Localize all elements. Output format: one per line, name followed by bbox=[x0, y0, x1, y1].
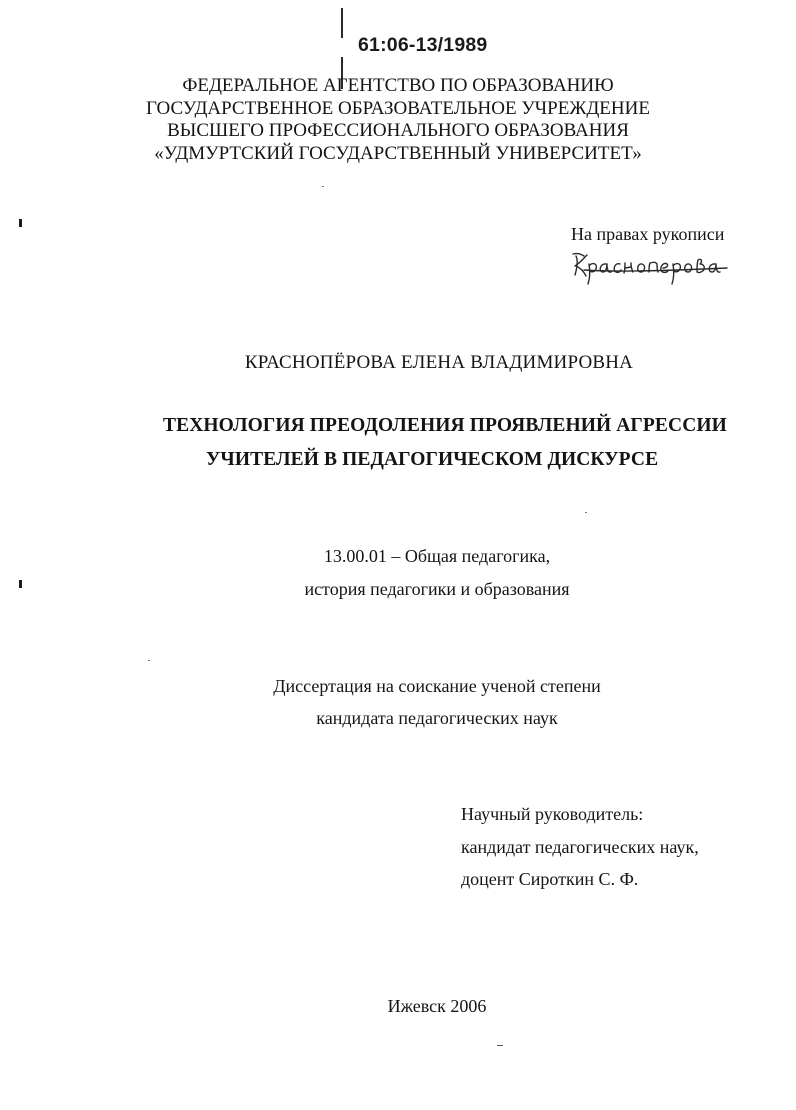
dissertation-title-line: ТЕХНОЛОГИЯ ПРЕОДОЛЕНИЯ ПРОЯВЛЕНИЙ АГРЕССИИ bbox=[163, 415, 727, 436]
stamp-rule-top bbox=[341, 8, 343, 38]
scan-speck bbox=[585, 512, 587, 513]
institution-line: ФЕДЕРАЛЬНОЕ АГЕНТСТВО ПО ОБРАЗОВАНИЮ bbox=[182, 75, 614, 96]
supervisor-name: доцент Сироткин С. Ф. bbox=[461, 869, 639, 889]
city-year: Ижевск 2006 bbox=[387, 996, 487, 1016]
speciality-name: история педагогики и образования bbox=[304, 579, 570, 599]
supervisor-heading: Научный руководитель: bbox=[461, 804, 644, 824]
dissertation-title-line: УЧИТЕЛЕЙ В ПЕДАГОГИЧЕСКОМ ДИСКУРСЕ bbox=[206, 449, 659, 470]
institution-line: ВЫСШЕГО ПРОФЕССИОНАЛЬНОГО ОБРАЗОВАНИЯ bbox=[167, 120, 629, 142]
scan-speck bbox=[497, 1045, 503, 1046]
scan-mark bbox=[19, 219, 22, 227]
scan-speck bbox=[148, 660, 150, 661]
handwritten-signature bbox=[572, 248, 732, 286]
scan-speck bbox=[322, 186, 324, 187]
degree-line: кандидата педагогических наук bbox=[316, 708, 558, 728]
institution-header bbox=[0, 75, 796, 165]
institution-line: «УДМУРТСКИЙ ГОСУДАРСТВЕННЫЙ УНИВЕРСИТЕТ» bbox=[154, 142, 642, 164]
registration-number: 61:06-13/1989 bbox=[358, 34, 488, 56]
supervisor-degree: кандидат педагогических наук, bbox=[461, 837, 699, 857]
author-name: КРАСНОПЁРОВА ЕЛЕНА ВЛАДИМИРОВНА bbox=[244, 352, 634, 373]
institution-line: ГОСУДАРСТВЕННОЕ ОБРАЗОВАТЕЛЬНОЕ УЧРЕЖДЕНИЕ bbox=[146, 97, 650, 119]
manuscript-note: На правах рукописи bbox=[571, 224, 725, 244]
degree-line: Диссертация на соискание ученой степени bbox=[273, 676, 601, 696]
speciality-code: 13.00.01 – Общая педагогика, bbox=[323, 546, 551, 566]
